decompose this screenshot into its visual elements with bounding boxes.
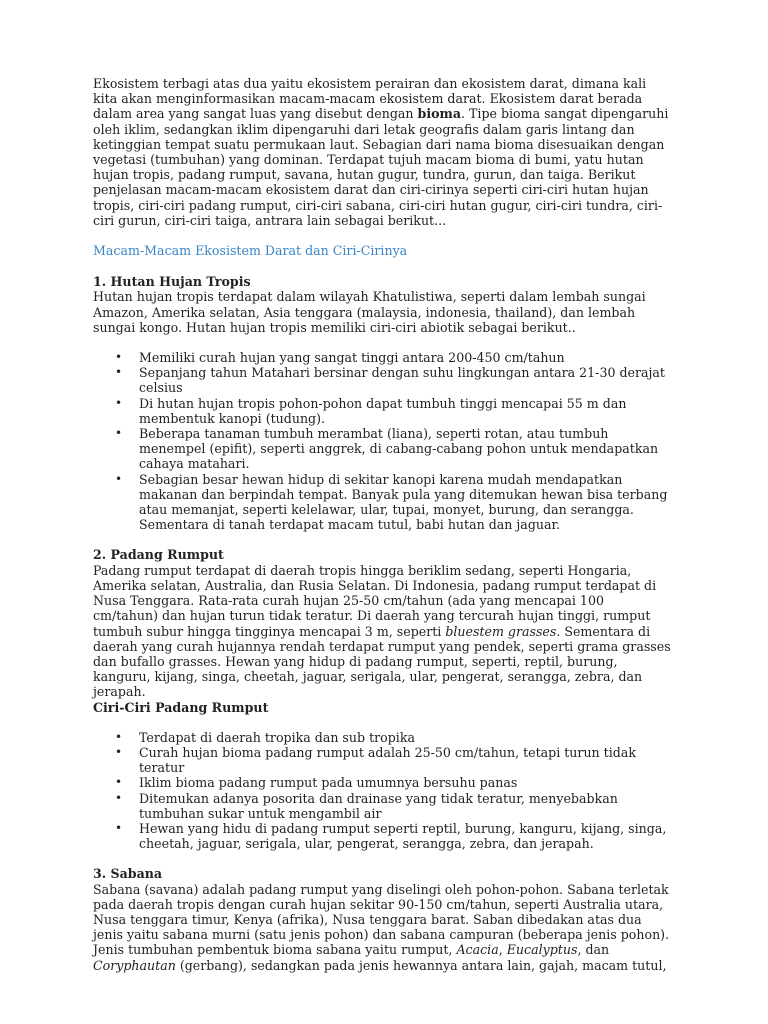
section-sabana [93,866,673,972]
intro-paragraph [93,76,673,228]
list-item: • Ditemukan adanya posorita dan drainase yang tidak teratur, menyebabkan tumbuhan sukar untuk mengambil air [93,791,673,821]
intro-text: Ekosistem terbagi atas dua yaitu ekosistem perairan dan ekosistem darat, dimana kali kita akan menginformasikan macam-macam ekosistem darat. Ekosistem darat berada dalam area yang sangat luas yang disebut dengan [93,76,647,122]
species-name: Eucalyptus [506,942,578,958]
list-item: • Di hutan hujan tropis pohon-pohon dapat tumbuh tinggi mencapai 55 m dan membentuk kanopi (tudung). [93,396,673,426]
section-hutan-hujan-tropis [93,274,673,532]
intro-text-cont: . Tipe bioma sangat dipengaruhi oleh iklim, sedangkan iklim dipengaruhi dari letak geografis dalam garis lintang dan ketinggian tempat suatu permukaan laut. Sebagian dari nama bioma disesuaikan dengan vegetasi (tumbuhan) yang dominan. Terdapat tujuh macam bioma di bumi, yatu hutan hujan tropis, padang rumput, savana, hutan gugur, tundra, gurun, dan taiga. Berikut penjelasan macam-macam ekosistem darat dan ciri-cirinya seperti ciri-ciri hutan hujan tropis, ciri-ciri padang rumput, ciri-ciri sabana, ciri-ciri hutan gugur, ciri-ciri tundra, ciri-ciri gurun, ciri-ciri taiga, antrara lain sebagai berikut... [93,106,669,228]
section-title: 3. Sabana [93,866,163,882]
list-item: • Terdapat di daerah tropika dan sub tropika [93,730,673,745]
list-item: • Curah hujan bioma padang rumput adalah 25-50 cm/tahun, tetapi turun tidak teratur [93,745,673,775]
list-item: • Memiliki curah hujan yang sangat tinggi antara 200-450 cm/tahun [93,350,673,365]
list-item: • Beberapa tanaman tumbuh merambat (liana), seperti rotan, atau tumbuh menempel (epifit), seperti anggrek, di cabang-cabang pohon untuk mendapatkan cahaya matahari. [93,426,673,472]
species-name: bluestem grasses. [445,623,561,639]
section-title: 1. Hutan Hujan Tropis [93,274,251,290]
list-item: • Iklim bioma padang rumput pada umumnya bersuhu panas [93,775,673,790]
bullet-list [93,350,673,532]
section-body: Padang rumput terdapat di daerah tropis hingga beriklim sedang, seperti Hongaria, Amerika selatan, Australia, dan Rusia Selatan. Di Indonesia, padang rumput terdapat di Nusa Tenggara. Rata-rata curah hujan 25-50 cm/tahun (ada yang mencapai 100 cm/tahun) dan hujan turun tidak teratur. Di daerah yang tercurah hujan tinggi, rumput tumbuh subur hingga tingginya mencapai 3 m, seperti bluestem grasses. Sementara di daerah yang curah hujannya rendah terdapat rumput yang pendek, seperti grama grasses dan bufallo grasses. Hewan yang hidup di padang rumput, seperti, reptil, burung, kanguru, kijang, singa, cheetah, jaguar, serigala, ular, pengerat, serangga, zebra, dan jerapah. [93,562,671,700]
section-subtitle: Ciri-Ciri Padang Rumput [93,699,269,715]
list-item: • Hewan yang hidu di padang rumput seperti reptil, burung, kanguru, kijang, singa, cheetah, jaguar, serigala, ular, pengerat, serangga, zebra, dan jerapah. [93,821,673,851]
list-item: • Sepanjang tahun Matahari bersinar dengan suhu lingkungan antara 21-30 derajat celsius [93,365,673,395]
main-heading[interactable]: Macam-Macam Ekosistem Darat dan Ciri-Cirinya [93,243,408,259]
section-body: Hutan hujan tropis terdapat dalam wilayah Khatulistiwa, seperti dalam lembah sungai Amazon, Amerika selatan, Asia tenggara (malaysia, indonesia, thailand), dan lembah sungai kongo. Hutan hujan tropis memiliki ciri-ciri abiotik sebagai berikut.. [93,289,646,335]
list-item: • Sebagian besar hewan hidup di sekitar kanopi karena mudah mendapatkan makanan dan berpindah tempat. Banyak pula yang ditemukan hewan bisa terbang atau memanjat, seperti kelelawar, ular, tupai, monyet, burung, dan serangga. Sementara di tanah terdapat macam tutul, babi hutan dan jaguar. [93,472,673,533]
species-name: Coryphautan [93,957,176,973]
species-name: Acacia [456,942,499,958]
intro-bold-term: bioma [417,106,462,122]
section-padang-rumput [93,547,673,851]
document-content [93,76,673,973]
section-title: 2. Padang Rumput [93,547,224,563]
bullet-list [93,730,673,852]
section-body: Sabana (savana) adalah padang rumput yang diselingi oleh pohon-pohon. Sabana terletak pada daerah tropis dengan curah hujan sekitar 90-150 cm/tahun, seperti Australia utara, Nusa tenggara timur, Kenya (afrika), Nusa tenggara barat. Saban dibedakan atas dua jenis yaitu sabana murni (satu jenis pohon) dan sabana campuran (beberapa jenis pohon). Jenis tumbuhan pembentuk bioma sabana yaitu rumput, Acacia, Eucalyptus, dan Coryphautan (gerbang), sedangkan pada jenis hewannya antara lain, gajah, macam tutul, [93,881,670,973]
